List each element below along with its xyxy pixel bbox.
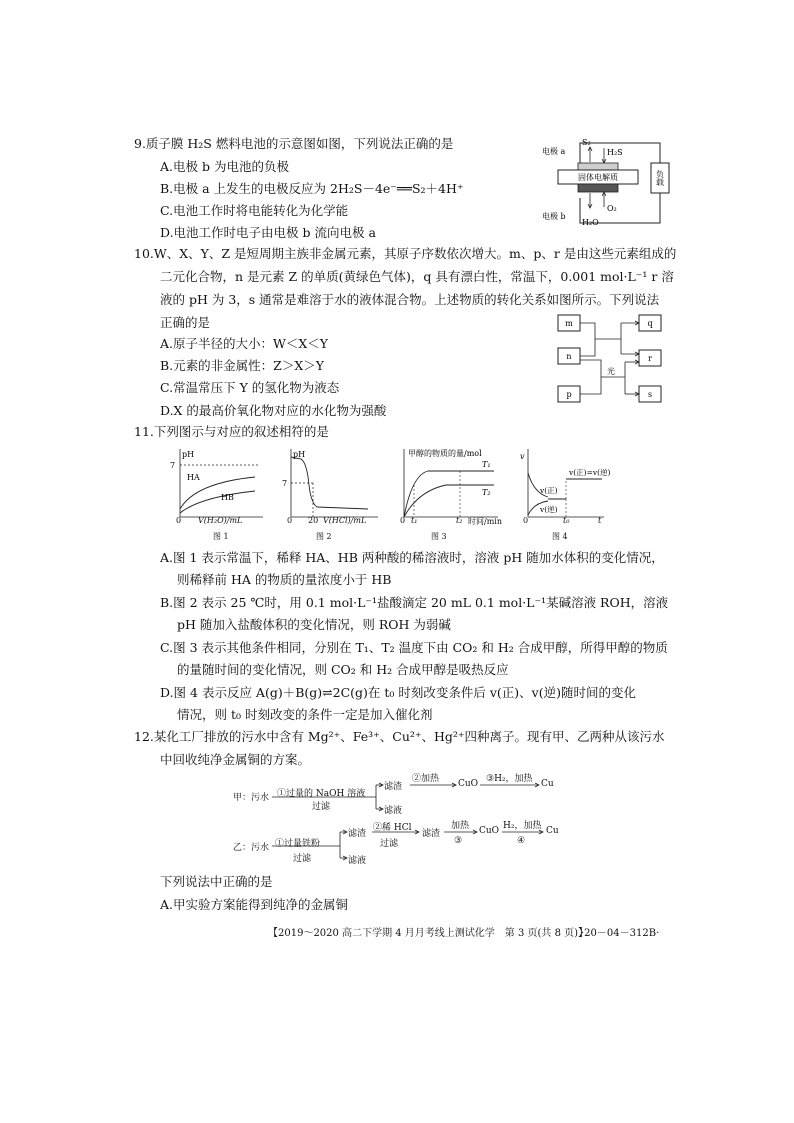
yi-residue-2: 滤渣 xyxy=(422,829,441,839)
svg-text:7: 7 xyxy=(282,479,288,488)
jia-cu: Cu xyxy=(541,779,554,789)
jia-step-1: ①过量的 NaOH 溶液 xyxy=(277,789,366,799)
yi-h2-heat: H₂，加热 xyxy=(503,821,542,831)
q9-option-a: A.电极 b 为电池的负极 xyxy=(160,159,289,174)
jia-label: 甲：污水 xyxy=(233,793,270,803)
q11-option-b-line-1: B.图 2 表示 25 ℃时，用 0.1 mol·L⁻¹盐酸滴定 20 mL 0.1 mol·L⁻¹某碱溶液 ROH，溶液 xyxy=(160,595,669,610)
jia-cuo: CuO xyxy=(458,779,479,789)
svg-text:pH: pH xyxy=(182,450,195,459)
q11-option-a-line-2: 则稀释前 HA 的物质的量浓度小于 HB xyxy=(177,572,392,587)
curve-hb xyxy=(180,491,255,513)
fig3-t1: t₁ xyxy=(411,516,418,525)
q10-line-3: 液的 pH 为 3，s 通常是难溶于水的液体混合物。上述物质的转化关系如图所示。下列说法 xyxy=(160,292,660,307)
electrode-b xyxy=(578,184,618,192)
q9-option-c: C.电池工作时将电能转化为化学能 xyxy=(160,203,349,218)
q11-option-c-line-2: 的量随时间的变化情况，则 CO₂ 和 H₂ 合成甲醇是吸热反应 xyxy=(177,662,509,677)
yi-filtrate: 滤液 xyxy=(348,856,367,866)
yi-heat: 加热 xyxy=(451,821,470,831)
svg-text:HB: HB xyxy=(221,493,234,502)
fig3-x-label: 时间/min xyxy=(468,517,502,526)
yi-step-4: ④ xyxy=(517,836,526,846)
svg-text:7: 7 xyxy=(170,461,176,470)
svg-text:r: r xyxy=(648,354,652,363)
q9-option-d: D.电池工作时电子由电极 b 流向电极 a xyxy=(160,225,376,240)
electrode-a-label: 电极 a xyxy=(542,147,566,156)
jia-step-2: ②加热 xyxy=(412,774,440,784)
svg-text:s: s xyxy=(647,390,653,399)
o2-label: O₂ xyxy=(607,204,617,213)
q10-option-a: A.原子半径的大小：W＜X＜Y xyxy=(160,336,328,351)
figure-4 xyxy=(518,445,611,520)
figure-1 xyxy=(165,445,265,520)
q10-line-2: 二元化合物，n 是元素 Z 的单质(黄绿色气体)，q 具有漂白性，常温下，0.001 mol·L⁻¹ r 溶 xyxy=(160,269,674,284)
q10-option-d: D.X 的最高价氧化物对应的水化物为强酸 xyxy=(160,403,387,418)
svg-text:n: n xyxy=(566,352,572,361)
q11-option-d-line-2: 情况，则 t₀ 时刻改变的条件一定是加入催化剂 xyxy=(177,707,433,722)
fig4-t: t xyxy=(598,516,602,525)
svg-text:v(正)=v(逆): v(正)=v(逆) xyxy=(569,468,611,477)
q10-option-b: B.元素的非金属性：Z＞X＞Y xyxy=(160,358,324,373)
h2s-label: H₂S xyxy=(607,148,623,157)
figure-2 xyxy=(283,445,383,520)
fig2-twenty: 20 xyxy=(308,516,319,525)
fig4-caption: 图 4 xyxy=(552,532,568,541)
svg-text:T₂: T₂ xyxy=(482,488,491,497)
yi-step-3: ③ xyxy=(454,836,463,846)
fig1-x-label: V(H₂O)/mL xyxy=(198,516,243,525)
s2-label: S₂ xyxy=(582,138,591,147)
fig1-zero: 0 xyxy=(176,516,182,525)
q12-line-1: 12.某化工厂排放的污水中含有 Mg²⁺、Fe³⁺、Cu²⁺、Hg²⁺四种离子。现有甲、乙两种从该污水 xyxy=(134,729,665,744)
fig1-caption: 图 1 xyxy=(213,532,229,541)
fig3-caption: 图 3 xyxy=(431,532,447,541)
q11-option-c-line-1: C.图 3 表示其他条件相同，分别在 T₁、T₂ 温度下由 CO₂ 和 H₂ 合成甲醇，所得甲醇的物质 xyxy=(160,640,668,655)
fig4-t0: t₀ xyxy=(563,516,570,525)
svg-text:T₁: T₁ xyxy=(482,460,491,469)
q12-prompt: 下列说法中正确的是 xyxy=(160,874,273,889)
fig2-caption: 图 2 xyxy=(316,532,332,541)
yi-residue: 滤渣 xyxy=(348,829,367,839)
electrode-a xyxy=(578,163,618,170)
fig3-zero: 0 xyxy=(400,516,406,525)
svg-text:甲醇的物质的量/mol: 甲醇的物质的量/mol xyxy=(408,449,482,458)
q9-stem: 9.质子膜 H₂S 燃料电池的示意图如图，下列说法正确的是 xyxy=(134,136,454,151)
fuel-cell-diagram xyxy=(540,135,675,230)
footer-code: ·20－04－312B· xyxy=(581,928,660,939)
fig2-zero: 0 xyxy=(287,516,293,525)
jia-filter: 过滤 xyxy=(312,802,331,812)
load-label: 负载 xyxy=(655,170,665,186)
fig3-t2: t₂ xyxy=(456,516,463,525)
q11-stem: 11.下列图示与对应的叙述相符的是 xyxy=(134,424,329,439)
svg-text:v: v xyxy=(520,452,525,461)
q11-option-a-line-1: A.图 1 表示常温下，稀释 HA、HB 两种酸的稀溶液时，溶液 pH 随加水体积的变化情况， xyxy=(160,550,664,565)
q9-option-b: B.电极 a 上发生的电极反应为 2H₂S－4e⁻══S₂＋4H⁺ xyxy=(160,181,464,196)
svg-text:v(正): v(正) xyxy=(540,486,558,495)
curve-t2 xyxy=(404,485,494,517)
q11-option-b-line-2: pH 随加入盐酸体积的变化情况，则 ROH 为弱碱 xyxy=(177,617,451,632)
yi-cu: Cu xyxy=(546,826,559,836)
fig2-x-label: V(HCl)/mL xyxy=(323,516,367,525)
svg-text:p: p xyxy=(566,390,572,399)
yi-step-1: ①过量铁粉 xyxy=(275,839,321,849)
svg-text:m: m xyxy=(565,319,573,328)
figure-3 xyxy=(398,445,503,520)
svg-text:q: q xyxy=(647,319,653,328)
yi-label: 乙：污水 xyxy=(233,843,270,853)
q10-option-c: C.常温常压下 Y 的氢化物为液态 xyxy=(160,380,340,395)
jia-step-3: ③H₂，加热 xyxy=(486,774,533,784)
titration-curve xyxy=(291,457,368,509)
yi-filter: 过滤 xyxy=(293,854,312,864)
jia-filtrate: 滤液 xyxy=(384,806,403,816)
q10-line-1: 10.W、X、Y、Z 是短周期主族非金属元素，其原子序数依次增大。m、p、r 是由这些元素组成的 xyxy=(134,246,677,261)
jia-residue: 滤渣 xyxy=(384,782,403,792)
electrolyte-label: 固体电解质 xyxy=(578,173,618,182)
footer-page-info: 【2019～2020 高二下学期 4 月月考线上测试化学 第 3 页(共 8 页)】 xyxy=(268,928,589,939)
fig4-zero: 0 xyxy=(523,516,529,525)
q12-line-2: 中回收纯净金属铜的方案。 xyxy=(160,752,311,767)
yi-filter-2: 过滤 xyxy=(380,839,399,849)
svg-text:光: 光 xyxy=(607,367,615,376)
yi-step-2: ②稀 HCl xyxy=(373,823,412,833)
yi-cuo: CuO xyxy=(479,826,500,836)
svg-text:pH: pH xyxy=(293,450,306,459)
q12-option-a: A.甲实验方案能得到纯净的金属铜 xyxy=(160,897,349,912)
q10-line-4: 正确的是 xyxy=(160,315,211,330)
svg-text:HA: HA xyxy=(187,473,200,482)
h2o-label: H₂O xyxy=(582,218,599,227)
q11-option-d-line-1: D.图 4 表示反应 A(g)＋B(g)⇌2C(g)在 t₀ 时刻改变条件后 v(正)、v(逆)随时间的变化 xyxy=(160,685,636,700)
svg-text:v(逆): v(逆) xyxy=(540,505,558,514)
electrode-b-label: 电极 b xyxy=(542,212,566,221)
curve-t1 xyxy=(404,471,460,517)
transformation-diagram xyxy=(555,310,665,405)
